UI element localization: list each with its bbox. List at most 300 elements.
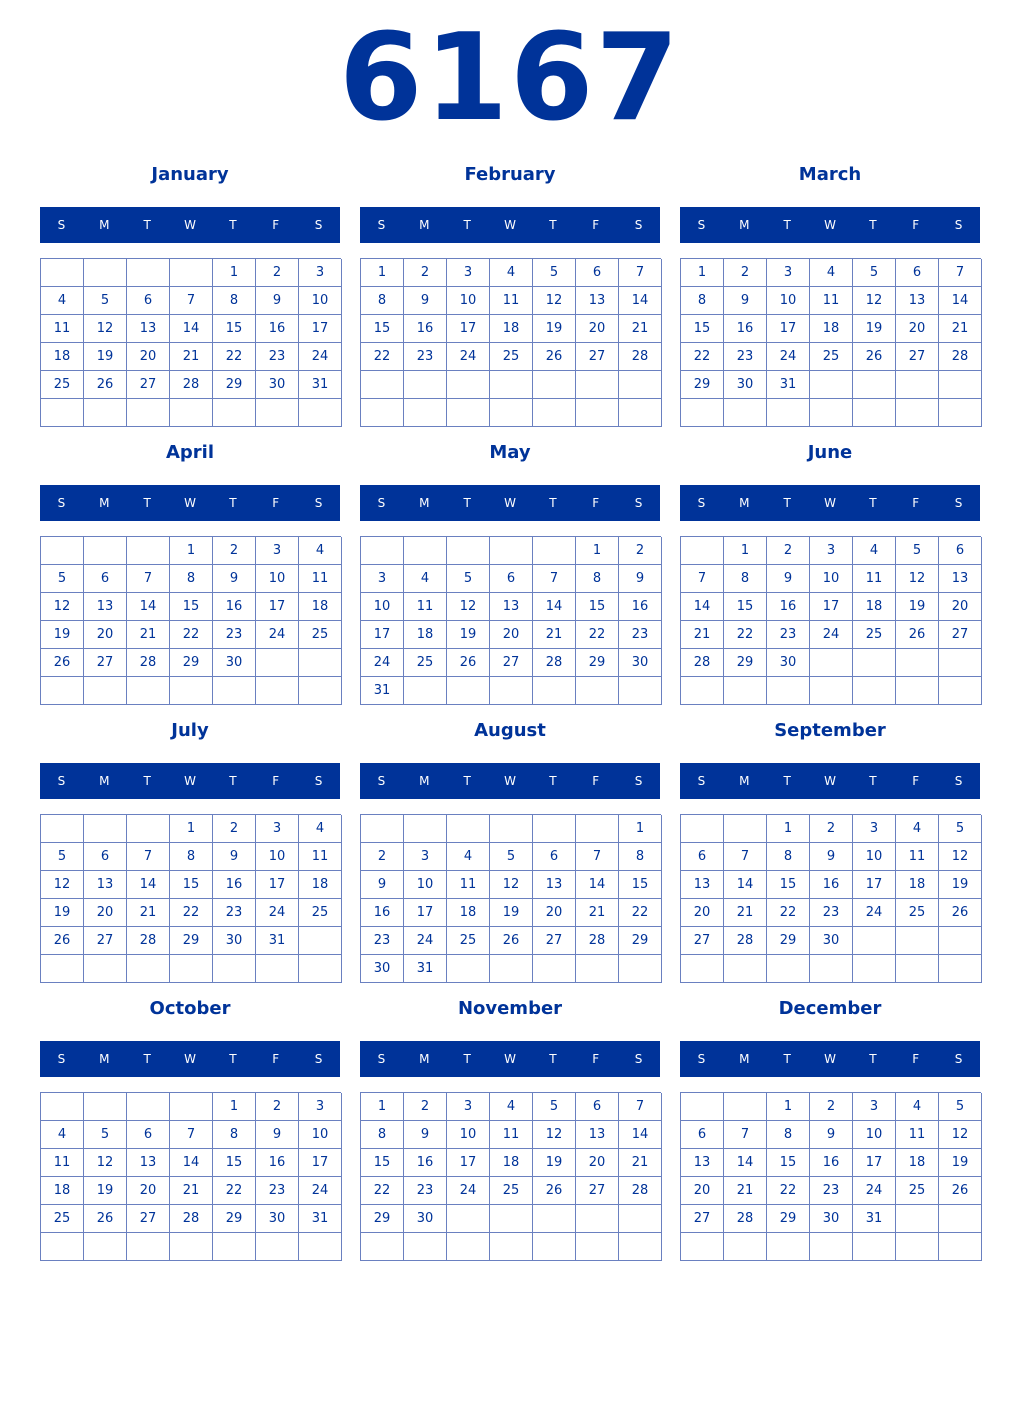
empty-cell [853,955,896,983]
month-may [360,438,660,698]
empty-cell [447,1205,490,1233]
weekday-label: F [272,1052,280,1066]
day-cell: 25 [896,899,939,927]
weekday-label: M [99,496,110,510]
day-cell: 9 [810,843,853,871]
day-cell: 28 [127,649,170,677]
empty-cell [896,1233,939,1261]
day-cell: 15 [576,593,619,621]
weekday-header [680,1041,980,1077]
day-grid [680,1092,981,1261]
day-cell: 13 [84,593,127,621]
day-cell: 11 [896,1121,939,1149]
day-cell: 9 [361,871,404,899]
day-cell: 11 [447,871,490,899]
day-cell: 6 [84,843,127,871]
day-cell: 24 [853,1177,896,1205]
empty-cell [724,815,767,843]
empty-cell [127,259,170,287]
day-cell: 31 [256,927,299,955]
empty-cell [939,1233,982,1261]
day-cell: 14 [724,1149,767,1177]
day-cell: 17 [299,1149,342,1177]
day-cell: 22 [361,1177,404,1205]
weekday-label: W [184,1052,196,1066]
day-cell: 23 [213,621,256,649]
weekday-label: F [592,218,600,232]
day-cell: 15 [213,315,256,343]
day-cell: 8 [619,843,662,871]
weekday-label: M [419,496,430,510]
day-cell: 1 [619,815,662,843]
empty-cell [170,677,213,705]
day-cell: 31 [361,677,404,705]
empty-cell [853,399,896,427]
weekday-label: T [783,496,791,510]
day-cell: 19 [84,343,127,371]
day-cell: 25 [404,649,447,677]
day-cell: 22 [170,621,213,649]
day-cell: 19 [939,1149,982,1177]
day-cell: 6 [681,1121,724,1149]
empty-cell [619,1205,662,1233]
day-cell: 24 [361,649,404,677]
day-cell: 6 [896,259,939,287]
day-cell: 19 [939,871,982,899]
weekday-label: M [419,774,430,788]
day-cell: 3 [256,815,299,843]
empty-cell [361,371,404,399]
day-cell: 12 [896,565,939,593]
empty-cell [256,677,299,705]
day-cell: 3 [767,259,810,287]
month-title: December [778,998,882,1019]
empty-cell [404,815,447,843]
day-cell: 27 [84,927,127,955]
day-cell: 18 [853,593,896,621]
day-cell: 28 [170,1205,213,1233]
weekday-label: F [272,774,280,788]
day-cell: 11 [896,843,939,871]
day-cell: 23 [404,343,447,371]
day-cell: 31 [404,955,447,983]
day-cell: 7 [724,1121,767,1149]
day-cell: 14 [127,871,170,899]
empty-cell [41,399,84,427]
empty-cell [84,955,127,983]
empty-cell [810,677,853,705]
weekday-label: F [592,496,600,510]
day-cell: 3 [447,259,490,287]
weekday-label: W [184,774,196,788]
empty-cell [533,815,576,843]
empty-cell [896,371,939,399]
empty-cell [724,1093,767,1121]
day-cell: 27 [939,621,982,649]
empty-cell [767,1233,810,1261]
day-cell: 5 [84,287,127,315]
weekday-label: S [634,496,643,510]
day-cell: 16 [404,315,447,343]
weekday-label: S [377,1052,386,1066]
day-grid [680,536,981,705]
day-cell: 5 [490,843,533,871]
empty-cell [533,537,576,565]
day-cell: 19 [84,1177,127,1205]
empty-cell [681,815,724,843]
day-cell: 1 [361,259,404,287]
empty-cell [853,1233,896,1261]
day-cell: 9 [619,565,662,593]
weekday-label: S [954,496,963,510]
day-cell: 8 [767,1121,810,1149]
weekday-label: T [869,496,877,510]
day-cell: 15 [681,315,724,343]
day-cell: 18 [490,315,533,343]
empty-cell [404,399,447,427]
weekday-label: T [463,774,471,788]
day-cell: 7 [619,259,662,287]
empty-cell [84,399,127,427]
day-cell: 17 [404,899,447,927]
empty-cell [213,677,256,705]
empty-cell [447,371,490,399]
day-cell: 23 [256,343,299,371]
empty-cell [84,677,127,705]
weekday-label: S [954,774,963,788]
day-cell: 26 [853,343,896,371]
empty-cell [256,399,299,427]
day-cell: 28 [619,343,662,371]
day-cell: 6 [533,843,576,871]
empty-cell [490,1233,533,1261]
day-cell: 23 [213,899,256,927]
day-cell: 23 [361,927,404,955]
day-cell: 7 [127,565,170,593]
day-cell: 17 [299,315,342,343]
day-cell: 27 [681,927,724,955]
day-cell: 15 [361,315,404,343]
empty-cell [490,955,533,983]
weekday-label: F [912,496,920,510]
weekday-label: S [57,496,66,510]
empty-cell [447,1233,490,1261]
empty-cell [361,537,404,565]
day-cell: 13 [939,565,982,593]
empty-cell [810,955,853,983]
day-cell: 23 [256,1177,299,1205]
empty-cell [939,399,982,427]
day-cell: 1 [213,259,256,287]
empty-cell [170,1093,213,1121]
day-cell: 20 [939,593,982,621]
day-cell: 27 [127,1205,170,1233]
day-cell: 30 [767,649,810,677]
empty-cell [619,1233,662,1261]
day-cell: 14 [576,871,619,899]
weekday-label: T [869,218,877,232]
weekday-label: T [549,218,557,232]
day-cell: 21 [170,1177,213,1205]
empty-cell [896,955,939,983]
empty-cell [490,537,533,565]
empty-cell [681,955,724,983]
empty-cell [490,1205,533,1233]
empty-cell [404,371,447,399]
day-cell: 25 [896,1177,939,1205]
day-cell: 15 [724,593,767,621]
empty-cell [170,1233,213,1261]
empty-cell [576,677,619,705]
empty-cell [939,371,982,399]
day-cell: 30 [213,649,256,677]
month-february [360,160,660,420]
day-cell: 24 [447,343,490,371]
weekday-label: T [549,496,557,510]
empty-cell [576,1205,619,1233]
empty-cell [404,677,447,705]
empty-cell [724,1233,767,1261]
empty-cell [84,537,127,565]
empty-cell [127,955,170,983]
day-cell: 19 [41,899,84,927]
empty-cell [896,399,939,427]
day-cell: 16 [256,1149,299,1177]
empty-cell [404,1233,447,1261]
day-cell: 17 [447,1149,490,1177]
day-cell: 22 [619,899,662,927]
day-cell: 12 [447,593,490,621]
day-cell: 22 [213,343,256,371]
day-cell: 12 [853,287,896,315]
day-cell: 11 [299,843,342,871]
empty-cell [576,399,619,427]
day-cell: 27 [576,1177,619,1205]
day-cell: 25 [447,927,490,955]
day-cell: 4 [896,815,939,843]
day-cell: 26 [533,1177,576,1205]
day-cell: 6 [84,565,127,593]
month-november [360,994,660,1254]
day-cell: 18 [896,871,939,899]
day-cell: 2 [619,537,662,565]
day-cell: 11 [490,1121,533,1149]
empty-cell [767,955,810,983]
day-cell: 26 [490,927,533,955]
day-cell: 26 [939,1177,982,1205]
weekday-label: T [783,774,791,788]
day-cell: 18 [896,1149,939,1177]
day-cell: 27 [84,649,127,677]
day-cell: 30 [810,927,853,955]
day-cell: 1 [576,537,619,565]
day-cell: 6 [576,1093,619,1121]
day-cell: 11 [41,1149,84,1177]
day-cell: 21 [619,1149,662,1177]
empty-cell [447,399,490,427]
day-cell: 13 [681,1149,724,1177]
day-cell: 5 [853,259,896,287]
empty-cell [447,815,490,843]
empty-cell [41,537,84,565]
day-cell: 30 [724,371,767,399]
month-title: May [489,442,531,463]
day-cell: 30 [619,649,662,677]
month-title: June [807,442,853,463]
day-cell: 18 [404,621,447,649]
day-cell: 16 [810,871,853,899]
day-cell: 30 [361,955,404,983]
day-cell: 25 [490,343,533,371]
day-cell: 14 [619,1121,662,1149]
day-grid [360,1092,661,1261]
empty-cell [447,677,490,705]
weekday-label: F [272,496,280,510]
day-cell: 12 [490,871,533,899]
day-cell: 25 [299,899,342,927]
weekday-label: S [954,1052,963,1066]
day-cell: 2 [256,259,299,287]
weekday-label: T [869,1052,877,1066]
day-cell: 18 [447,899,490,927]
day-cell: 25 [299,621,342,649]
empty-cell [84,1093,127,1121]
day-cell: 15 [361,1149,404,1177]
day-cell: 23 [619,621,662,649]
empty-cell [256,1233,299,1261]
day-cell: 28 [939,343,982,371]
day-cell: 4 [853,537,896,565]
day-cell: 22 [767,899,810,927]
day-cell: 30 [213,927,256,955]
day-cell: 8 [361,1121,404,1149]
month-title: September [774,720,886,741]
day-cell: 9 [256,1121,299,1149]
day-cell: 26 [41,927,84,955]
day-cell: 12 [939,843,982,871]
day-cell: 7 [170,287,213,315]
day-cell: 16 [810,1149,853,1177]
weekday-label: W [504,774,516,788]
empty-cell [853,677,896,705]
day-cell: 11 [299,565,342,593]
weekday-label: S [314,1052,323,1066]
day-cell: 5 [533,259,576,287]
day-cell: 6 [127,287,170,315]
empty-cell [299,399,342,427]
day-cell: 4 [299,815,342,843]
weekday-header [40,207,340,243]
weekday-label: W [824,1052,836,1066]
weekday-label: W [824,218,836,232]
day-cell: 7 [170,1121,213,1149]
day-cell: 2 [810,1093,853,1121]
day-cell: 5 [896,537,939,565]
day-cell: 25 [853,621,896,649]
weekday-label: S [57,774,66,788]
weekday-label: T [229,1052,237,1066]
day-cell: 23 [724,343,767,371]
day-cell: 3 [299,259,342,287]
day-cell: 9 [213,565,256,593]
day-cell: 9 [810,1121,853,1149]
empty-cell [619,955,662,983]
day-cell: 15 [213,1149,256,1177]
day-cell: 9 [724,287,767,315]
day-cell: 11 [810,287,853,315]
day-cell: 4 [490,259,533,287]
empty-cell [681,399,724,427]
day-cell: 24 [810,621,853,649]
day-cell: 4 [404,565,447,593]
day-cell: 14 [619,287,662,315]
weekday-label: M [99,218,110,232]
day-cell: 1 [767,1093,810,1121]
day-cell: 6 [490,565,533,593]
day-cell: 29 [681,371,724,399]
day-cell: 11 [853,565,896,593]
day-cell: 28 [576,927,619,955]
day-cell: 20 [490,621,533,649]
day-cell: 19 [490,899,533,927]
day-cell: 9 [404,287,447,315]
empty-cell [127,537,170,565]
day-cell: 5 [41,843,84,871]
day-cell: 1 [170,537,213,565]
empty-cell [939,955,982,983]
month-title: November [457,998,563,1019]
day-cell: 23 [810,899,853,927]
weekday-label: M [99,1052,110,1066]
day-cell: 19 [447,621,490,649]
empty-cell [619,677,662,705]
weekday-label: W [184,496,196,510]
day-cell: 21 [127,621,170,649]
day-cell: 1 [767,815,810,843]
day-cell: 7 [127,843,170,871]
day-cell: 17 [256,871,299,899]
weekday-label: T [229,496,237,510]
empty-cell [681,677,724,705]
empty-cell [576,815,619,843]
day-cell: 7 [681,565,724,593]
day-cell: 5 [533,1093,576,1121]
day-cell: 14 [127,593,170,621]
weekday-label: S [314,496,323,510]
day-cell: 16 [213,871,256,899]
weekday-label: F [912,1052,920,1066]
day-cell: 28 [619,1177,662,1205]
day-cell: 29 [619,927,662,955]
day-cell: 25 [810,343,853,371]
day-cell: 10 [404,871,447,899]
day-cell: 3 [853,1093,896,1121]
empty-cell [447,537,490,565]
month-december [680,994,980,1254]
day-grid [360,814,661,983]
empty-cell [810,649,853,677]
weekday-header [360,763,660,799]
day-cell: 20 [896,315,939,343]
empty-cell [299,649,342,677]
day-cell: 24 [447,1177,490,1205]
day-cell: 20 [84,621,127,649]
day-cell: 20 [576,315,619,343]
day-cell: 13 [681,871,724,899]
day-cell: 23 [767,621,810,649]
day-cell: 30 [810,1205,853,1233]
empty-cell [576,955,619,983]
